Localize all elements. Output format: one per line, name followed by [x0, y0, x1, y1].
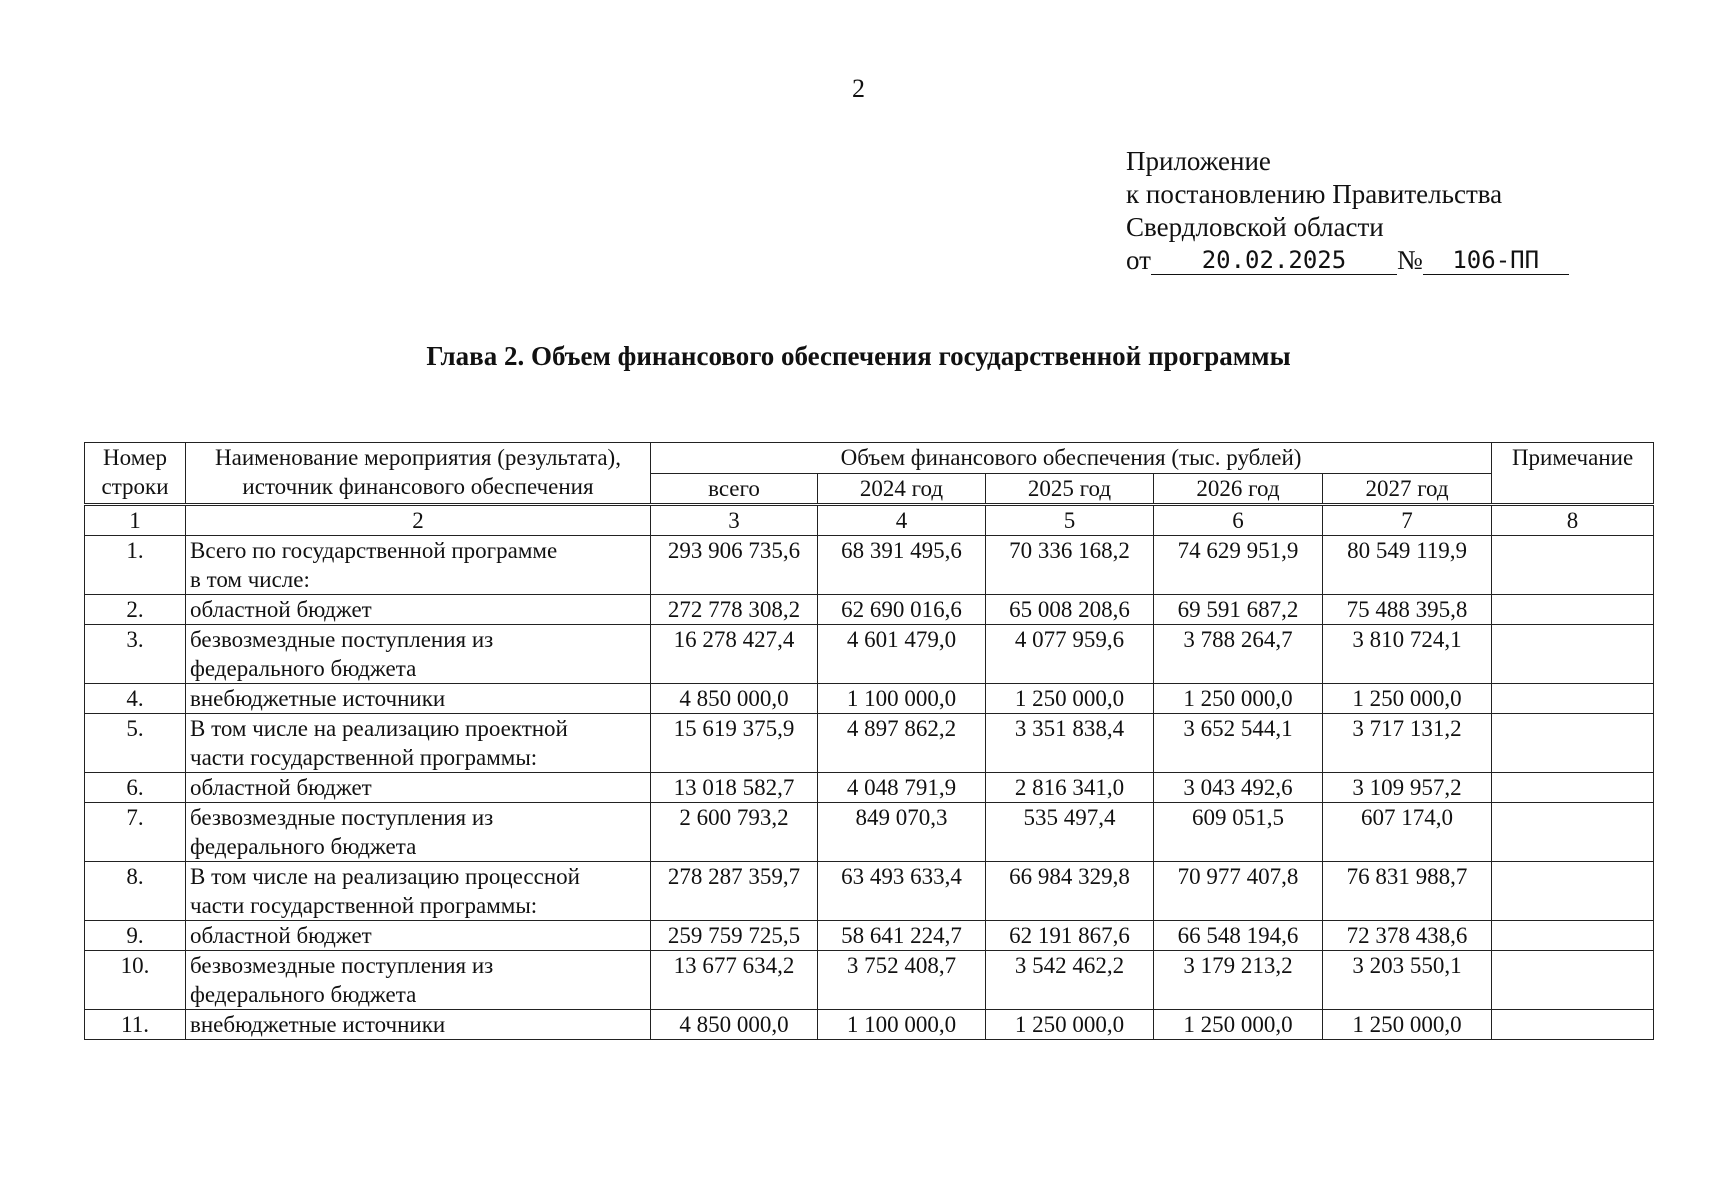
row-number: 8.	[85, 862, 186, 921]
column-number: 6	[1154, 505, 1323, 536]
cell-2025: 66 984 329,8	[986, 862, 1154, 921]
row-name-line: безвозмездные поступления из	[190, 805, 494, 830]
row-number: 4.	[85, 684, 186, 714]
row-name-line: внебюджетные источники	[190, 686, 446, 711]
table-row	[85, 951, 1654, 1010]
cell-2025: 1 250 000,0	[986, 1010, 1154, 1040]
table-row	[85, 536, 1654, 595]
header-name	[186, 443, 651, 505]
cell-2024: 1 100 000,0	[818, 684, 986, 714]
cell-total: 4 850 000,0	[651, 1010, 818, 1040]
row-name	[186, 625, 651, 684]
cell-2025: 65 008 208,6	[986, 595, 1154, 625]
header-total: всего	[651, 474, 818, 505]
cell-total: 13 018 582,7	[651, 773, 818, 803]
number-label: №	[1396, 245, 1423, 275]
cell-total: 16 278 427,4	[651, 625, 818, 684]
from-label: от	[1126, 245, 1151, 275]
row-name	[186, 803, 651, 862]
row-name-line: В том числе на реализацию процессной	[190, 864, 580, 889]
cell-2026: 3 179 213,2	[1154, 951, 1323, 1010]
cell-2024: 58 641 224,7	[818, 921, 986, 951]
row-name	[186, 1010, 651, 1040]
cell-2026: 1 250 000,0	[1154, 1010, 1323, 1040]
cell-2025: 70 336 168,2	[986, 536, 1154, 595]
resolution-number: 106-ПП	[1423, 246, 1569, 275]
table-row	[85, 803, 1654, 862]
cell-2026: 1 250 000,0	[1154, 684, 1323, 714]
cell-2025: 62 191 867,6	[986, 921, 1154, 951]
cell-2027: 75 488 395,8	[1323, 595, 1492, 625]
cell-2027: 76 831 988,7	[1323, 862, 1492, 921]
header-row-number	[85, 443, 186, 505]
table-row	[85, 684, 1654, 714]
row-name	[186, 684, 651, 714]
header-row-number-line-1: Номер	[103, 445, 167, 470]
cell-2026: 609 051,5	[1154, 803, 1323, 862]
cell-2027: 3 810 724,1	[1323, 625, 1492, 684]
row-name	[186, 714, 651, 773]
header-note: Примечание	[1492, 443, 1654, 505]
row-name-line: федерального бюджета	[190, 834, 417, 859]
cell-total: 278 287 359,7	[651, 862, 818, 921]
header-2025: 2025 год	[986, 474, 1154, 505]
cell-2027: 1 250 000,0	[1323, 684, 1492, 714]
appendix-line-2: к постановлению Правительства	[1126, 179, 1503, 209]
resolution-date: 20.02.2025	[1151, 246, 1397, 275]
column-number: 5	[986, 505, 1154, 536]
cell-2025: 3 351 838,4	[986, 714, 1154, 773]
cell-note	[1492, 536, 1654, 595]
header-name-line-2: источник финансового обеспечения	[242, 474, 594, 499]
header-2027: 2027 год	[1323, 474, 1492, 505]
cell-note	[1492, 1010, 1654, 1040]
row-name-line: безвозмездные поступления из	[190, 627, 494, 652]
cell-2027: 3 109 957,2	[1323, 773, 1492, 803]
cell-2027: 3 203 550,1	[1323, 951, 1492, 1010]
cell-2027: 1 250 000,0	[1323, 1010, 1492, 1040]
appendix-block	[1126, 145, 1569, 277]
cell-2026: 69 591 687,2	[1154, 595, 1323, 625]
row-name-line: областной бюджет	[190, 597, 372, 622]
header-2024: 2024 год	[818, 474, 986, 505]
cell-total: 15 619 375,9	[651, 714, 818, 773]
cell-2024: 68 391 495,6	[818, 536, 986, 595]
row-name-line: внебюджетные источники	[190, 1012, 446, 1037]
column-number: 8	[1492, 505, 1654, 536]
cell-2025: 4 077 959,6	[986, 625, 1154, 684]
cell-2024: 849 070,3	[818, 803, 986, 862]
cell-2025: 535 497,4	[986, 803, 1154, 862]
cell-total: 4 850 000,0	[651, 684, 818, 714]
row-number: 1.	[85, 536, 186, 595]
cell-2025: 2 816 341,0	[986, 773, 1154, 803]
column-number-row	[85, 505, 1654, 536]
cell-2026: 3 043 492,6	[1154, 773, 1323, 803]
cell-note	[1492, 862, 1654, 921]
row-number: 5.	[85, 714, 186, 773]
row-name	[186, 595, 651, 625]
cell-total: 2 600 793,2	[651, 803, 818, 862]
row-name-line: части государственной программы:	[190, 893, 538, 918]
row-name	[186, 951, 651, 1010]
cell-2024: 4 048 791,9	[818, 773, 986, 803]
cell-2026: 66 548 194,6	[1154, 921, 1323, 951]
cell-2027: 607 174,0	[1323, 803, 1492, 862]
column-number: 3	[651, 505, 818, 536]
row-name-line: Всего по государственной программе	[190, 538, 558, 563]
cell-2025: 1 250 000,0	[986, 684, 1154, 714]
table-row	[85, 921, 1654, 951]
row-name	[186, 536, 651, 595]
header-name-line-1: Наименование мероприятия (результата),	[215, 445, 621, 470]
appendix-line-3: Свердловской области	[1126, 212, 1384, 242]
row-name-line: областной бюджет	[190, 775, 372, 800]
cell-note	[1492, 684, 1654, 714]
cell-2024: 4 897 862,2	[818, 714, 986, 773]
cell-2024: 63 493 633,4	[818, 862, 986, 921]
row-number: 3.	[85, 625, 186, 684]
cell-2026: 3 652 544,1	[1154, 714, 1323, 773]
header-row-number-line-2: строки	[101, 474, 169, 499]
financing-table	[84, 442, 1654, 1040]
cell-note	[1492, 714, 1654, 773]
resolution-reference	[1126, 244, 1569, 277]
cell-note	[1492, 595, 1654, 625]
row-number: 11.	[85, 1010, 186, 1040]
cell-note	[1492, 625, 1654, 684]
cell-note	[1492, 951, 1654, 1010]
row-number: 7.	[85, 803, 186, 862]
row-number: 6.	[85, 773, 186, 803]
cell-2024: 4 601 479,0	[818, 625, 986, 684]
row-name	[186, 862, 651, 921]
row-name	[186, 921, 651, 951]
row-number: 9.	[85, 921, 186, 951]
cell-2027: 80 549 119,9	[1323, 536, 1492, 595]
row-name-line: безвозмездные поступления из	[190, 953, 494, 978]
cell-2024: 1 100 000,0	[818, 1010, 986, 1040]
appendix-line-1: Приложение	[1126, 146, 1271, 176]
row-name	[186, 773, 651, 803]
row-name-line: в том числе:	[190, 567, 310, 592]
cell-note	[1492, 773, 1654, 803]
row-name-line: В том числе на реализацию проектной	[190, 716, 568, 741]
row-name-line: части государственной программы:	[190, 745, 538, 770]
cell-total: 293 906 735,6	[651, 536, 818, 595]
row-number: 2.	[85, 595, 186, 625]
cell-2027: 72 378 438,6	[1323, 921, 1492, 951]
cell-2024: 3 752 408,7	[818, 951, 986, 1010]
cell-2026: 74 629 951,9	[1154, 536, 1323, 595]
table-row	[85, 595, 1654, 625]
table-row	[85, 773, 1654, 803]
column-number: 1	[85, 505, 186, 536]
cell-note	[1492, 803, 1654, 862]
row-name-line: федерального бюджета	[190, 982, 417, 1007]
chapter-title: Глава 2. Объем финансового обеспечения государственной программы	[426, 341, 1291, 371]
cell-2026: 70 977 407,8	[1154, 862, 1323, 921]
table-row	[85, 714, 1654, 773]
cell-2025: 3 542 462,2	[986, 951, 1154, 1010]
cell-2026: 3 788 264,7	[1154, 625, 1323, 684]
header-2026: 2026 год	[1154, 474, 1323, 505]
cell-note	[1492, 921, 1654, 951]
table-row	[85, 862, 1654, 921]
header-volume: Объем финансового обеспечения (тыс. рублей)	[651, 443, 1492, 474]
cell-2027: 3 717 131,2	[1323, 714, 1492, 773]
column-number: 2	[186, 505, 651, 536]
cell-total: 259 759 725,5	[651, 921, 818, 951]
row-name-line: федерального бюджета	[190, 656, 417, 681]
row-name-line: областной бюджет	[190, 923, 372, 948]
table-row	[85, 625, 1654, 684]
column-number: 7	[1323, 505, 1492, 536]
page-number: 2	[852, 74, 865, 103]
cell-total: 13 677 634,2	[651, 951, 818, 1010]
cell-total: 272 778 308,2	[651, 595, 818, 625]
cell-2024: 62 690 016,6	[818, 595, 986, 625]
table-row	[85, 1010, 1654, 1040]
row-number: 10.	[85, 951, 186, 1010]
column-number: 4	[818, 505, 986, 536]
